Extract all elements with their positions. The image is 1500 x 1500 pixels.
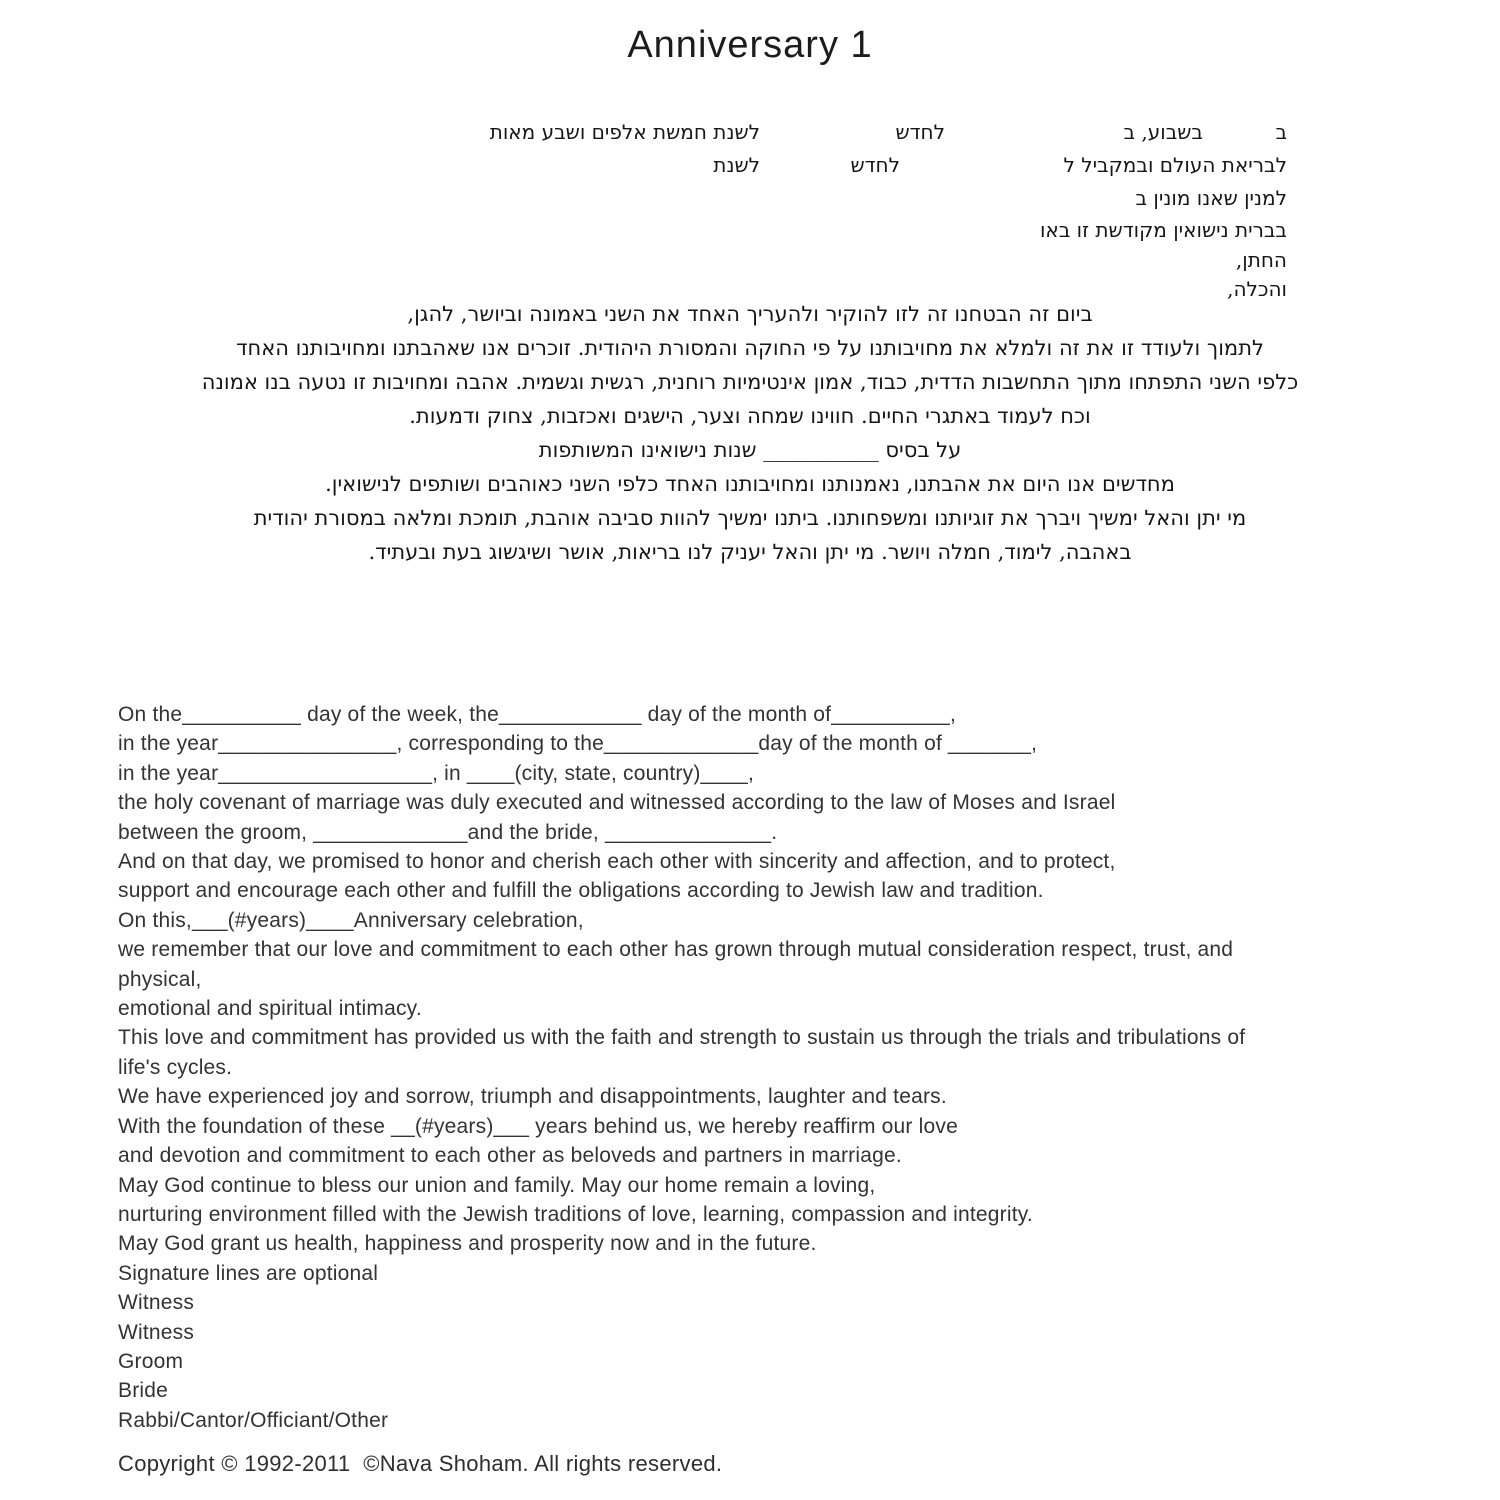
- english-paragraph-line: We have experienced joy and sorrow, triumph and disappointments, laughter and tears.: [118, 1085, 947, 1109]
- english-paragraph-line: between the groom, _____________and the bride, ______________.: [118, 820, 778, 844]
- hebrew-week-label: בשבוע, ב: [1123, 120, 1203, 144]
- english-paragraph-line: the holy covenant of marriage was duly executed and witnessed according to the law of Moses and Israel: [118, 791, 1116, 815]
- english-paragraph-line: and devotion and commitment to each other as beloveds and partners in marriage.: [118, 1144, 902, 1168]
- copyright-notice: Copyright © 1992-2011 ©Nava Shoham. All rights reserved.: [118, 1451, 723, 1476]
- hebrew-paragraph-line: וכח לעמוד באתגרי החיים. חווינו שמחה וצער, הישגים ואכזבות, צחוק ודמעות.: [409, 404, 1091, 428]
- english-paragraph-line: nurturing environment filled with the Jewish traditions of love, learning, compassion and integrity.: [118, 1202, 1033, 1226]
- hebrew-creation-era-label: לבריאת העולם ובמקביל ל: [1063, 153, 1287, 177]
- english-paragraph-line: May God continue to bless our union and family. May our home remain a loving,: [118, 1173, 876, 1197]
- hebrew-counting-line: למנין שאנו מונין ב: [1135, 186, 1287, 210]
- english-paragraph-line: in the year__________________, in ____(city, state, country)____,: [118, 761, 755, 785]
- hebrew-secular-month-label: לחדש: [850, 153, 900, 177]
- english-paragraph-line: support and encourage each other and fulfill the obligations according to Jewish law and tradition.: [118, 879, 1044, 903]
- hebrew-paragraph-line: באהבה, לימוד, חמלה ויושר. מי יתן והאל יעניק לנו בריאות, אושר ושיגשוג בעת ובעתיד.: [368, 540, 1132, 564]
- english-paragraph-line: And on that day, we promised to honor and cherish each other with sincerity and affection, and to protect,: [118, 850, 1116, 874]
- hebrew-vows-paragraph: [100, 297, 1400, 569]
- hebrew-month-label: לחדש: [895, 120, 945, 144]
- english-paragraph-line: we remember that our love and commitment to each other has grown through mutual consideration respect, trust, and: [118, 938, 1234, 962]
- english-paragraph-line: in the year_______________, corresponding to the_____________day of the month of _______,: [118, 732, 1038, 756]
- hebrew-paragraph-line: לתמוך ולעודד זו את זה ולמלא את מחויבותנו על פי החוקה והמסורת היהודית. זוכרים אנו שאהבתנו ומחויבותנו האחד: [236, 336, 1264, 360]
- english-paragraph-line: This love and commitment has provided us with the faith and strength to sustain us through the trials and tribulations of: [118, 1026, 1246, 1050]
- hebrew-groom-label: החתן,: [1235, 248, 1287, 272]
- hebrew-bride-label: והכלה,: [1227, 277, 1287, 301]
- english-signature-note: Signature lines are optional: [118, 1261, 379, 1285]
- english-paragraph-line: On this,___(#years)____Anniversary celebration,: [118, 908, 584, 932]
- english-officiant-label: Rabbi/Cantor/Officiant/Other: [118, 1408, 389, 1432]
- english-witness-label: Witness: [118, 1320, 195, 1344]
- english-paragraph-line: With the foundation of these __(#years)___ years behind us, we hereby reaffirm our love: [118, 1114, 958, 1138]
- page-title: Anniversary 1: [627, 24, 873, 66]
- english-paragraph-line: physical,: [118, 967, 202, 991]
- hebrew-year-label: לשנת חמשת אלפים ושבע מאות: [489, 120, 760, 144]
- hebrew-covenant-line: בברית נישואין מקודשת זו באו: [1039, 218, 1287, 242]
- english-witness-label: Witness: [118, 1291, 195, 1315]
- hebrew-weekday-prefix: ב: [1275, 120, 1287, 144]
- hebrew-paragraph-line: מחדשים אנו היום את אהבתנו, נאמנותנו ומחויבותנו האחד כלפי השני כאוהבים ושותפים לנישואין.: [325, 472, 1175, 496]
- english-bride-label: Bride: [118, 1379, 169, 1403]
- english-text-block: [118, 700, 1478, 1435]
- hebrew-paragraph-line: כלפי השני התפתחו מתוך התחשבות הדדית, כבוד, אמון אינטימיות רוחנית, רגשית וגשמית. אהבה ומחויבות זו נטעה בנו אמונה: [201, 370, 1299, 394]
- english-paragraph-line: On the__________ day of the week, the____________ day of the month of__________,: [118, 703, 957, 726]
- english-paragraph-line: life's cycles.: [118, 1055, 233, 1079]
- english-paragraph-line: emotional and spiritual intimacy.: [118, 997, 422, 1021]
- hebrew-paragraph-line: מי יתן והאל ימשיך ויברך את זוגיותנו ומשפחותנו. ביתנו ימשיך להוות סביבה אוהבת, תומכת ומלאה במסורת יהודית: [253, 506, 1247, 530]
- hebrew-paragraph-line: ביום זה הבטחנו זה לזו להוקיר ולהעריך האחד את השני באמונה וביושר, להגן,: [407, 302, 1093, 326]
- english-groom-label: Groom: [118, 1349, 184, 1373]
- hebrew-paragraph-line: על בסיס ___________ שנות נישואינו המשותפות: [538, 438, 962, 462]
- hebrew-secular-year-label: לשנת: [713, 153, 760, 177]
- english-paragraph-line: May God grant us health, happiness and prosperity now and in the future.: [118, 1232, 817, 1256]
